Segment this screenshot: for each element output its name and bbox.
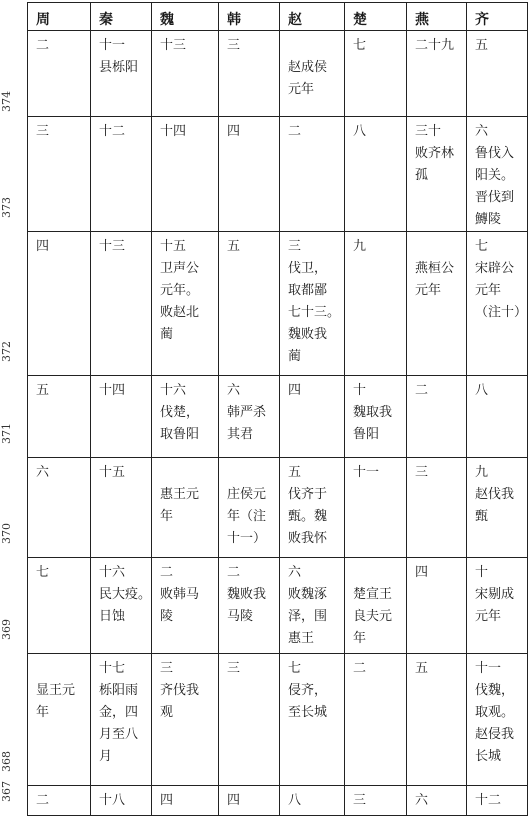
cell-line: 三	[288, 239, 302, 254]
cell-han	[219, 786, 280, 816]
cell-line: 败齐林	[415, 146, 455, 161]
cell-yan	[407, 117, 467, 232]
cell-line: 楚宣王	[353, 587, 393, 602]
cell-line: 长城	[475, 749, 502, 764]
year-label: 370	[0, 523, 13, 544]
cell-zhao	[280, 786, 345, 816]
year-label: 374	[0, 91, 13, 112]
header-chu: 楚	[345, 3, 407, 31]
cell-line: 年	[36, 705, 50, 720]
cell-chu	[345, 376, 407, 458]
cell-line: 燕桓公	[415, 261, 455, 276]
cell-line: 四	[288, 383, 302, 398]
cell-line: 十二	[99, 124, 126, 139]
cell-line: 十六	[160, 383, 187, 398]
cell-line: 元年	[415, 283, 442, 298]
cell-line	[353, 562, 402, 584]
cell-line: 七十三。	[288, 305, 341, 320]
cell-line: 十一	[99, 38, 126, 53]
cell-line: 七	[353, 38, 367, 53]
header-zhao: 赵	[280, 3, 345, 31]
cell-zhao	[280, 458, 345, 558]
header-han: 韩	[219, 3, 280, 31]
header-qin: 秦	[91, 3, 152, 31]
cell-qin	[91, 117, 152, 232]
cell-line: 五	[415, 661, 429, 676]
cell-zhou	[28, 376, 91, 458]
cell-yan	[407, 232, 467, 376]
cell-line: 五	[288, 465, 302, 480]
cell-line: 十四	[160, 124, 187, 139]
cell-line: 伐魏，	[475, 683, 515, 698]
cell-line: 七	[288, 661, 302, 676]
year-column	[0, 0, 28, 830]
cell-yan	[407, 458, 467, 558]
cell-line: 惠王元	[160, 487, 200, 502]
cell-line: 宋辟公	[475, 261, 515, 276]
cell-chu	[345, 558, 407, 654]
cell-line: 观	[160, 705, 174, 720]
header-qi: 齐	[467, 3, 528, 31]
cell-line: 十五	[160, 239, 187, 254]
cell-qin	[91, 376, 152, 458]
cell-zhou	[28, 232, 91, 376]
cell-chu	[345, 654, 407, 786]
cell-line: （注十）	[475, 305, 528, 320]
cell-line: 甄。魏	[288, 509, 328, 524]
cell-line: 六	[288, 565, 302, 580]
cell-line	[160, 462, 214, 484]
cell-line: 元年	[475, 283, 502, 298]
year-label: 367	[0, 781, 13, 802]
cell-chu	[345, 117, 407, 232]
header-yan: 燕	[407, 3, 467, 31]
cell-han	[219, 117, 280, 232]
cell-chu	[345, 786, 407, 816]
cell-line: 五	[227, 239, 241, 254]
cell-zhao	[280, 31, 345, 117]
cell-line: 月至八	[99, 727, 139, 742]
cell-line: 民大疫。	[99, 587, 152, 602]
cell-wei	[152, 376, 219, 458]
cell-line: 四	[36, 239, 50, 254]
table-row	[28, 558, 528, 654]
cell-line: 泽，围	[288, 609, 328, 624]
cell-line: 败我怀	[288, 531, 328, 546]
cell-line: 月	[99, 749, 113, 764]
cell-han	[219, 654, 280, 786]
cell-wei	[152, 232, 219, 376]
cell-line: 四	[227, 793, 241, 808]
cell-line: 阳关。	[475, 168, 515, 183]
cell-line: 三	[227, 661, 241, 676]
cell-line: 七	[475, 239, 489, 254]
cell-line	[288, 35, 340, 57]
cell-line: 三	[36, 124, 50, 139]
cell-line: 二	[160, 565, 174, 580]
cell-line: 赵侵我	[475, 727, 515, 742]
cell-line: 十四	[99, 383, 126, 398]
cell-line: 晋伐到	[475, 190, 515, 205]
cell-yan	[407, 31, 467, 117]
year-label: 372	[0, 341, 13, 362]
cell-line: 十八	[99, 793, 126, 808]
cell-line: 魏败我	[227, 587, 267, 602]
cell-line: 十三	[160, 38, 187, 53]
cell-wei	[152, 558, 219, 654]
year-label: 368	[0, 751, 13, 772]
cell-line: 三十	[415, 124, 442, 139]
cell-line: 十一）	[227, 531, 267, 546]
cell-qi	[467, 376, 528, 458]
cell-line: 三	[227, 38, 241, 53]
cell-han	[219, 376, 280, 458]
cell-line: 元年	[475, 609, 502, 624]
cell-qin	[91, 232, 152, 376]
cell-zhao	[280, 117, 345, 232]
cell-qi	[467, 458, 528, 558]
cell-line: 二	[415, 383, 429, 398]
cell-zhao	[280, 558, 345, 654]
cell-qi	[467, 558, 528, 654]
cell-line: 五	[475, 38, 489, 53]
cell-line: 败韩马	[160, 587, 200, 602]
cell-line: 六	[475, 124, 489, 139]
cell-yan	[407, 786, 467, 816]
cell-line: 三	[415, 465, 429, 480]
cell-zhou	[28, 117, 91, 232]
cell-line: 蔺	[288, 349, 302, 364]
cell-line: 元年。	[160, 283, 200, 298]
cell-line: 县栎阳	[99, 60, 139, 75]
cell-line: 魏取我	[353, 405, 393, 420]
cell-zhao	[280, 232, 345, 376]
cell-qi	[467, 117, 528, 232]
table-row	[28, 458, 528, 558]
cell-chu	[345, 31, 407, 117]
cell-line: 伐卫，	[288, 261, 328, 276]
table-row	[28, 786, 528, 816]
cell-line: 陵	[160, 609, 174, 624]
cell-zhou	[28, 558, 91, 654]
cell-qin	[91, 31, 152, 117]
cell-line: 侵齐，	[288, 683, 328, 698]
cell-qi	[467, 786, 528, 816]
cell-line: 六	[415, 793, 429, 808]
cell-line: 十二	[475, 793, 502, 808]
cell-line: 四	[227, 124, 241, 139]
cell-line: 赵成侯	[288, 60, 328, 75]
cell-line: 八	[288, 793, 302, 808]
cell-line: 蔺	[160, 327, 174, 342]
cell-line: 十一	[353, 465, 380, 480]
cell-line: 金，四	[99, 705, 139, 720]
cell-qin	[91, 558, 152, 654]
cell-qi	[467, 31, 528, 117]
cell-qin	[91, 458, 152, 558]
table-row	[28, 117, 528, 232]
chronology-table	[27, 2, 528, 816]
cell-line: 九	[475, 465, 489, 480]
cell-line: 二	[36, 38, 50, 53]
cell-line: 马陵	[227, 609, 254, 624]
cell-line	[415, 236, 462, 258]
cell-line: 二十九	[415, 38, 455, 53]
cell-line: 二	[36, 793, 50, 808]
cell-zhao	[280, 654, 345, 786]
cell-line: 取都鄙	[288, 283, 328, 298]
cell-yan	[407, 376, 467, 458]
cell-line: 取观。	[475, 705, 515, 720]
cell-line: 六	[227, 383, 241, 398]
cell-line: 至长城	[288, 705, 328, 720]
cell-han	[219, 558, 280, 654]
year-label: 369	[0, 619, 13, 640]
cell-line: 显王元	[36, 683, 76, 698]
cell-zhao	[280, 376, 345, 458]
cell-line: 魏败我	[288, 327, 328, 342]
cell-line	[36, 658, 86, 680]
cell-line: 三	[160, 661, 174, 676]
cell-line: 鲁伐入	[475, 146, 515, 161]
cell-line: 十三	[99, 239, 126, 254]
cell-line: 其君	[227, 427, 254, 442]
cell-yan	[407, 558, 467, 654]
header-zhou: 周	[28, 3, 91, 31]
header-row	[28, 3, 528, 31]
year-label: 371	[0, 423, 13, 444]
cell-qi	[467, 654, 528, 786]
cell-wei	[152, 458, 219, 558]
cell-line: 日蚀	[99, 609, 126, 624]
cell-line: 十	[353, 383, 367, 398]
cell-line: 八	[353, 124, 367, 139]
cell-line: 七	[36, 565, 50, 580]
cell-line: 四	[160, 793, 174, 808]
cell-line: 宋剔成	[475, 587, 515, 602]
cell-line: 二	[288, 124, 302, 139]
cell-line: 甄	[475, 509, 489, 524]
cell-wei	[152, 31, 219, 117]
cell-wei	[152, 786, 219, 816]
cell-line: 年（注	[227, 509, 267, 524]
cell-wei	[152, 117, 219, 232]
cell-line: 取鲁阳	[160, 427, 200, 442]
cell-zhou	[28, 31, 91, 117]
cell-line: 赵伐我	[475, 487, 515, 502]
cell-line: 栎阳雨	[99, 683, 139, 698]
cell-line: 齐伐我	[160, 683, 200, 698]
cell-line: 四	[415, 565, 429, 580]
table-row	[28, 376, 528, 458]
cell-line: 伐齐于	[288, 487, 328, 502]
cell-line: 惠王	[288, 631, 315, 646]
cell-han	[219, 31, 280, 117]
cell-line: 庄侯元	[227, 487, 267, 502]
cell-line: 二	[353, 661, 367, 676]
cell-line: 元年	[288, 82, 315, 97]
cell-line: 十七	[99, 661, 126, 676]
cell-line: 十	[475, 565, 489, 580]
cell-line: 孤	[415, 168, 429, 183]
cell-line: 卫声公	[160, 261, 200, 276]
cell-line: 十一	[475, 661, 502, 676]
cell-line: 二	[227, 565, 241, 580]
cell-chu	[345, 232, 407, 376]
cell-line: 十六	[99, 565, 126, 580]
cell-line: 韩严杀	[227, 405, 267, 420]
cell-han	[219, 232, 280, 376]
table-row	[28, 31, 528, 117]
year-label: 373	[0, 197, 13, 218]
cell-line: 九	[353, 239, 367, 254]
cell-line: 鱄陵	[475, 212, 502, 227]
cell-qin	[91, 654, 152, 786]
cell-line: 败魏涿	[288, 587, 328, 602]
cell-zhou	[28, 786, 91, 816]
cell-zhou	[28, 654, 91, 786]
header-wei: 魏	[152, 3, 219, 31]
cell-line: 良夫元	[353, 609, 393, 624]
cell-qi	[467, 232, 528, 376]
cell-line: 年	[353, 631, 367, 646]
cell-qin	[91, 786, 152, 816]
cell-line: 伐楚，	[160, 405, 200, 420]
cell-zhou	[28, 458, 91, 558]
cell-line: 八	[475, 383, 489, 398]
cell-line: 十五	[99, 465, 126, 480]
table-row	[28, 654, 528, 786]
cell-line: 败赵北	[160, 305, 200, 320]
cell-han	[219, 458, 280, 558]
cell-wei	[152, 654, 219, 786]
cell-line: 鲁阳	[353, 427, 380, 442]
cell-line: 年	[160, 509, 174, 524]
cell-line: 五	[36, 383, 50, 398]
cell-line: 六	[36, 465, 50, 480]
cell-yan	[407, 654, 467, 786]
cell-line: 三	[353, 793, 367, 808]
cell-chu	[345, 458, 407, 558]
table-row	[28, 232, 528, 376]
cell-line	[227, 462, 275, 484]
